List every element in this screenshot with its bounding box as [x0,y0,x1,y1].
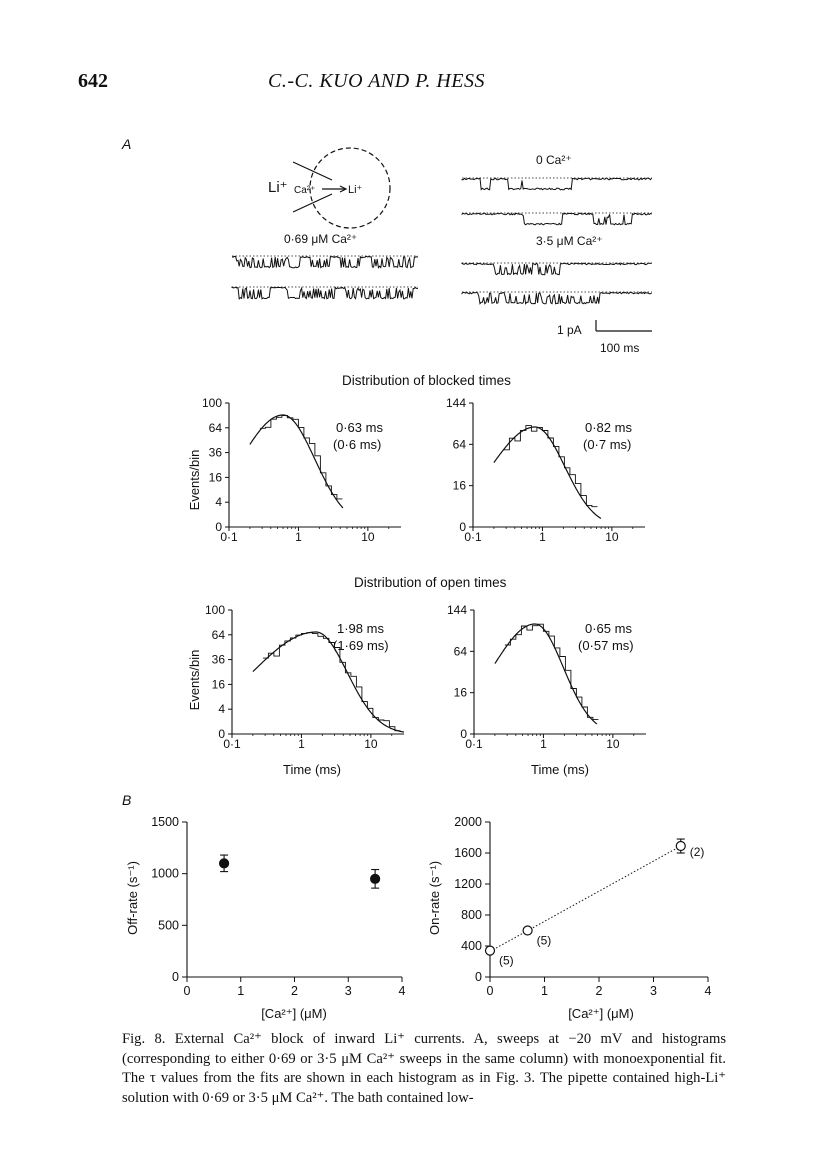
current-trace [462,213,652,225]
fit-curve [250,415,343,508]
x-tick-label: 2 [595,984,603,998]
blocked-ylabel: Events/bin [187,449,202,511]
panel-a-figure [0,0,816,380]
tau-open-right-other: (0·57 ms) [578,638,634,653]
scale-bar-time: 100 ms [600,341,640,355]
x-tick-label: 1 [298,737,305,751]
x-tick-label: 1 [539,530,546,544]
y-tick-label: 0 [475,970,482,984]
tau-blocked-left: 0·63 ms [336,420,383,435]
y-tick-label: 64 [208,420,222,435]
running-header-authors: C.-C. KUO AND P. HESS [268,70,486,92]
tau-open-right: 0·65 ms [585,621,632,636]
x-tick-label: 10 [605,530,619,544]
panel-a-label: A [122,136,132,152]
histograms-figure [0,360,816,790]
current-trace [462,292,652,304]
tau-blocked-right: 0·82 ms [585,420,632,435]
y-tick-label: 16 [452,478,466,493]
schematic-blocker: Ca²⁺ [294,185,316,196]
figure-caption [122,1030,726,1108]
open-left-xlabel: Time (ms) [282,762,342,777]
x-tick-label: 1 [540,737,547,751]
y-tick-label: 100 [201,396,222,410]
y-tick-label: 400 [461,939,482,953]
fit-line [490,846,681,951]
off-rate-chart [151,815,405,998]
scale-bar-current: 1 pA [557,323,582,337]
x-tick-label: 4 [398,984,406,998]
y-tick-label: 64 [452,437,466,452]
y-tick-label: 16 [453,685,467,700]
y-tick-label: 4 [218,702,225,717]
y-tick-label: 2000 [454,815,482,829]
y-tick-label: 144 [446,603,467,617]
tau-open-left-other: (1·69 ms) [333,638,389,653]
tau-blocked-left-other: (0·6 ms) [333,437,382,452]
pipette-wall-top [293,162,332,180]
x-tick-label: 10 [606,737,620,751]
off-rate-xlabel: [Ca²⁺] (μM) [261,1006,327,1021]
y-tick-label: 800 [461,908,482,922]
pipette-wall-bottom [293,194,332,212]
data-point [220,859,229,868]
on-rate-xlabel: [Ca²⁺] (μM) [568,1006,634,1021]
x-tick-label: 3 [344,984,352,998]
y-tick-label: 500 [158,918,179,933]
x-tick-label: 1 [541,984,548,998]
x-tick-label: 0 [183,984,191,998]
y-tick-label: 64 [453,644,467,659]
y-tick-label: 1000 [151,866,179,881]
page-number: 642 [78,70,108,92]
data-point [371,874,380,883]
x-tick-label: 0·1 [223,737,241,751]
y-tick-label: 1600 [454,846,482,860]
open-right-xlabel: Time (ms) [530,762,590,777]
n-label: (5) [536,933,552,948]
current-trace [232,256,418,267]
panel-b-figure [0,800,816,1030]
x-tick-label: 0 [486,984,494,998]
histogram-bins [260,416,343,499]
on-rate-chart [454,815,711,998]
x-tick-label: 1 [295,530,302,544]
x-tick-label: 4 [704,984,712,998]
y-tick-label: 64 [211,627,225,642]
caption-lead: Fig. 8. [122,1031,166,1047]
open-times-title: Distribution of open times [354,575,507,590]
on-rate-ylabel: On-rate (s⁻¹) [427,860,442,936]
y-tick-label: 0 [172,970,179,984]
y-tick-label: 1200 [454,877,482,891]
y-tick-label: 16 [211,677,225,692]
channel-schematic [268,148,390,228]
x-tick-label: 10 [361,530,375,544]
y-tick-label: 16 [208,470,222,485]
y-tick-label: 100 [204,603,225,617]
tau-open-left: 1·98 ms [337,621,384,636]
current-trace [462,178,652,190]
x-tick-label: 3 [650,984,657,998]
current-trace [462,263,652,275]
data-point [486,946,495,955]
off-rate-ylabel: Off-rate (s⁻¹) [125,861,140,935]
y-tick-label: 1500 [151,815,179,829]
caption-text: External Ca²⁺ block of inward Li⁺ currents. A, sweeps at −20 mV and histograms (corresponding to either 0·69 or 3·5 μM Ca²⁺ sweeps in the same column) with monoexponential fit. The τ values from the fits are shown in each histogram as in Fig. 3. The pipette contained high-Li⁺ solution with 0·69 or 3·5 μM Ca²⁺. The bath contained low- [122,1031,726,1106]
y-tick-label: 36 [211,652,225,667]
data-point [676,842,685,851]
y-tick-label: 36 [208,445,222,460]
schematic-ion-out: Li⁺ [268,179,288,196]
histogram-blocked-right [446,396,645,544]
x-tick-label: 0·1 [220,530,238,544]
blocked-times-title: Distribution of blocked times [342,373,511,388]
x-tick-label: 2 [291,984,298,998]
n-label: (5) [499,953,514,968]
tau-blocked-right-other: (0·7 ms) [583,437,632,452]
y-tick-label: 0 [459,520,466,534]
panel-b-label: B [122,792,132,808]
open-ylabel: Events/bin [187,649,202,711]
trace-label-35: 3·5 μM Ca²⁺ [536,234,603,248]
n-label: (2) [689,845,705,860]
trace-label-0ca: 0 Ca²⁺ [536,153,572,167]
x-tick-label: 10 [364,737,378,751]
y-tick-label: 0 [218,727,225,741]
x-tick-label: 1 [237,984,245,998]
y-tick-label: 0 [460,727,467,741]
schematic-ion-in: Li⁺ [348,184,363,196]
x-tick-label: 0·1 [465,737,483,751]
current-trace [232,287,418,299]
y-tick-label: 0 [215,520,222,534]
data-point [523,926,532,935]
x-tick-label: 0·1 [464,530,482,544]
y-tick-label: 144 [445,396,466,410]
trace-label-069: 0·69 μM Ca²⁺ [284,232,358,246]
histogram-blocked-left [202,396,401,544]
y-tick-label: 4 [215,495,222,510]
